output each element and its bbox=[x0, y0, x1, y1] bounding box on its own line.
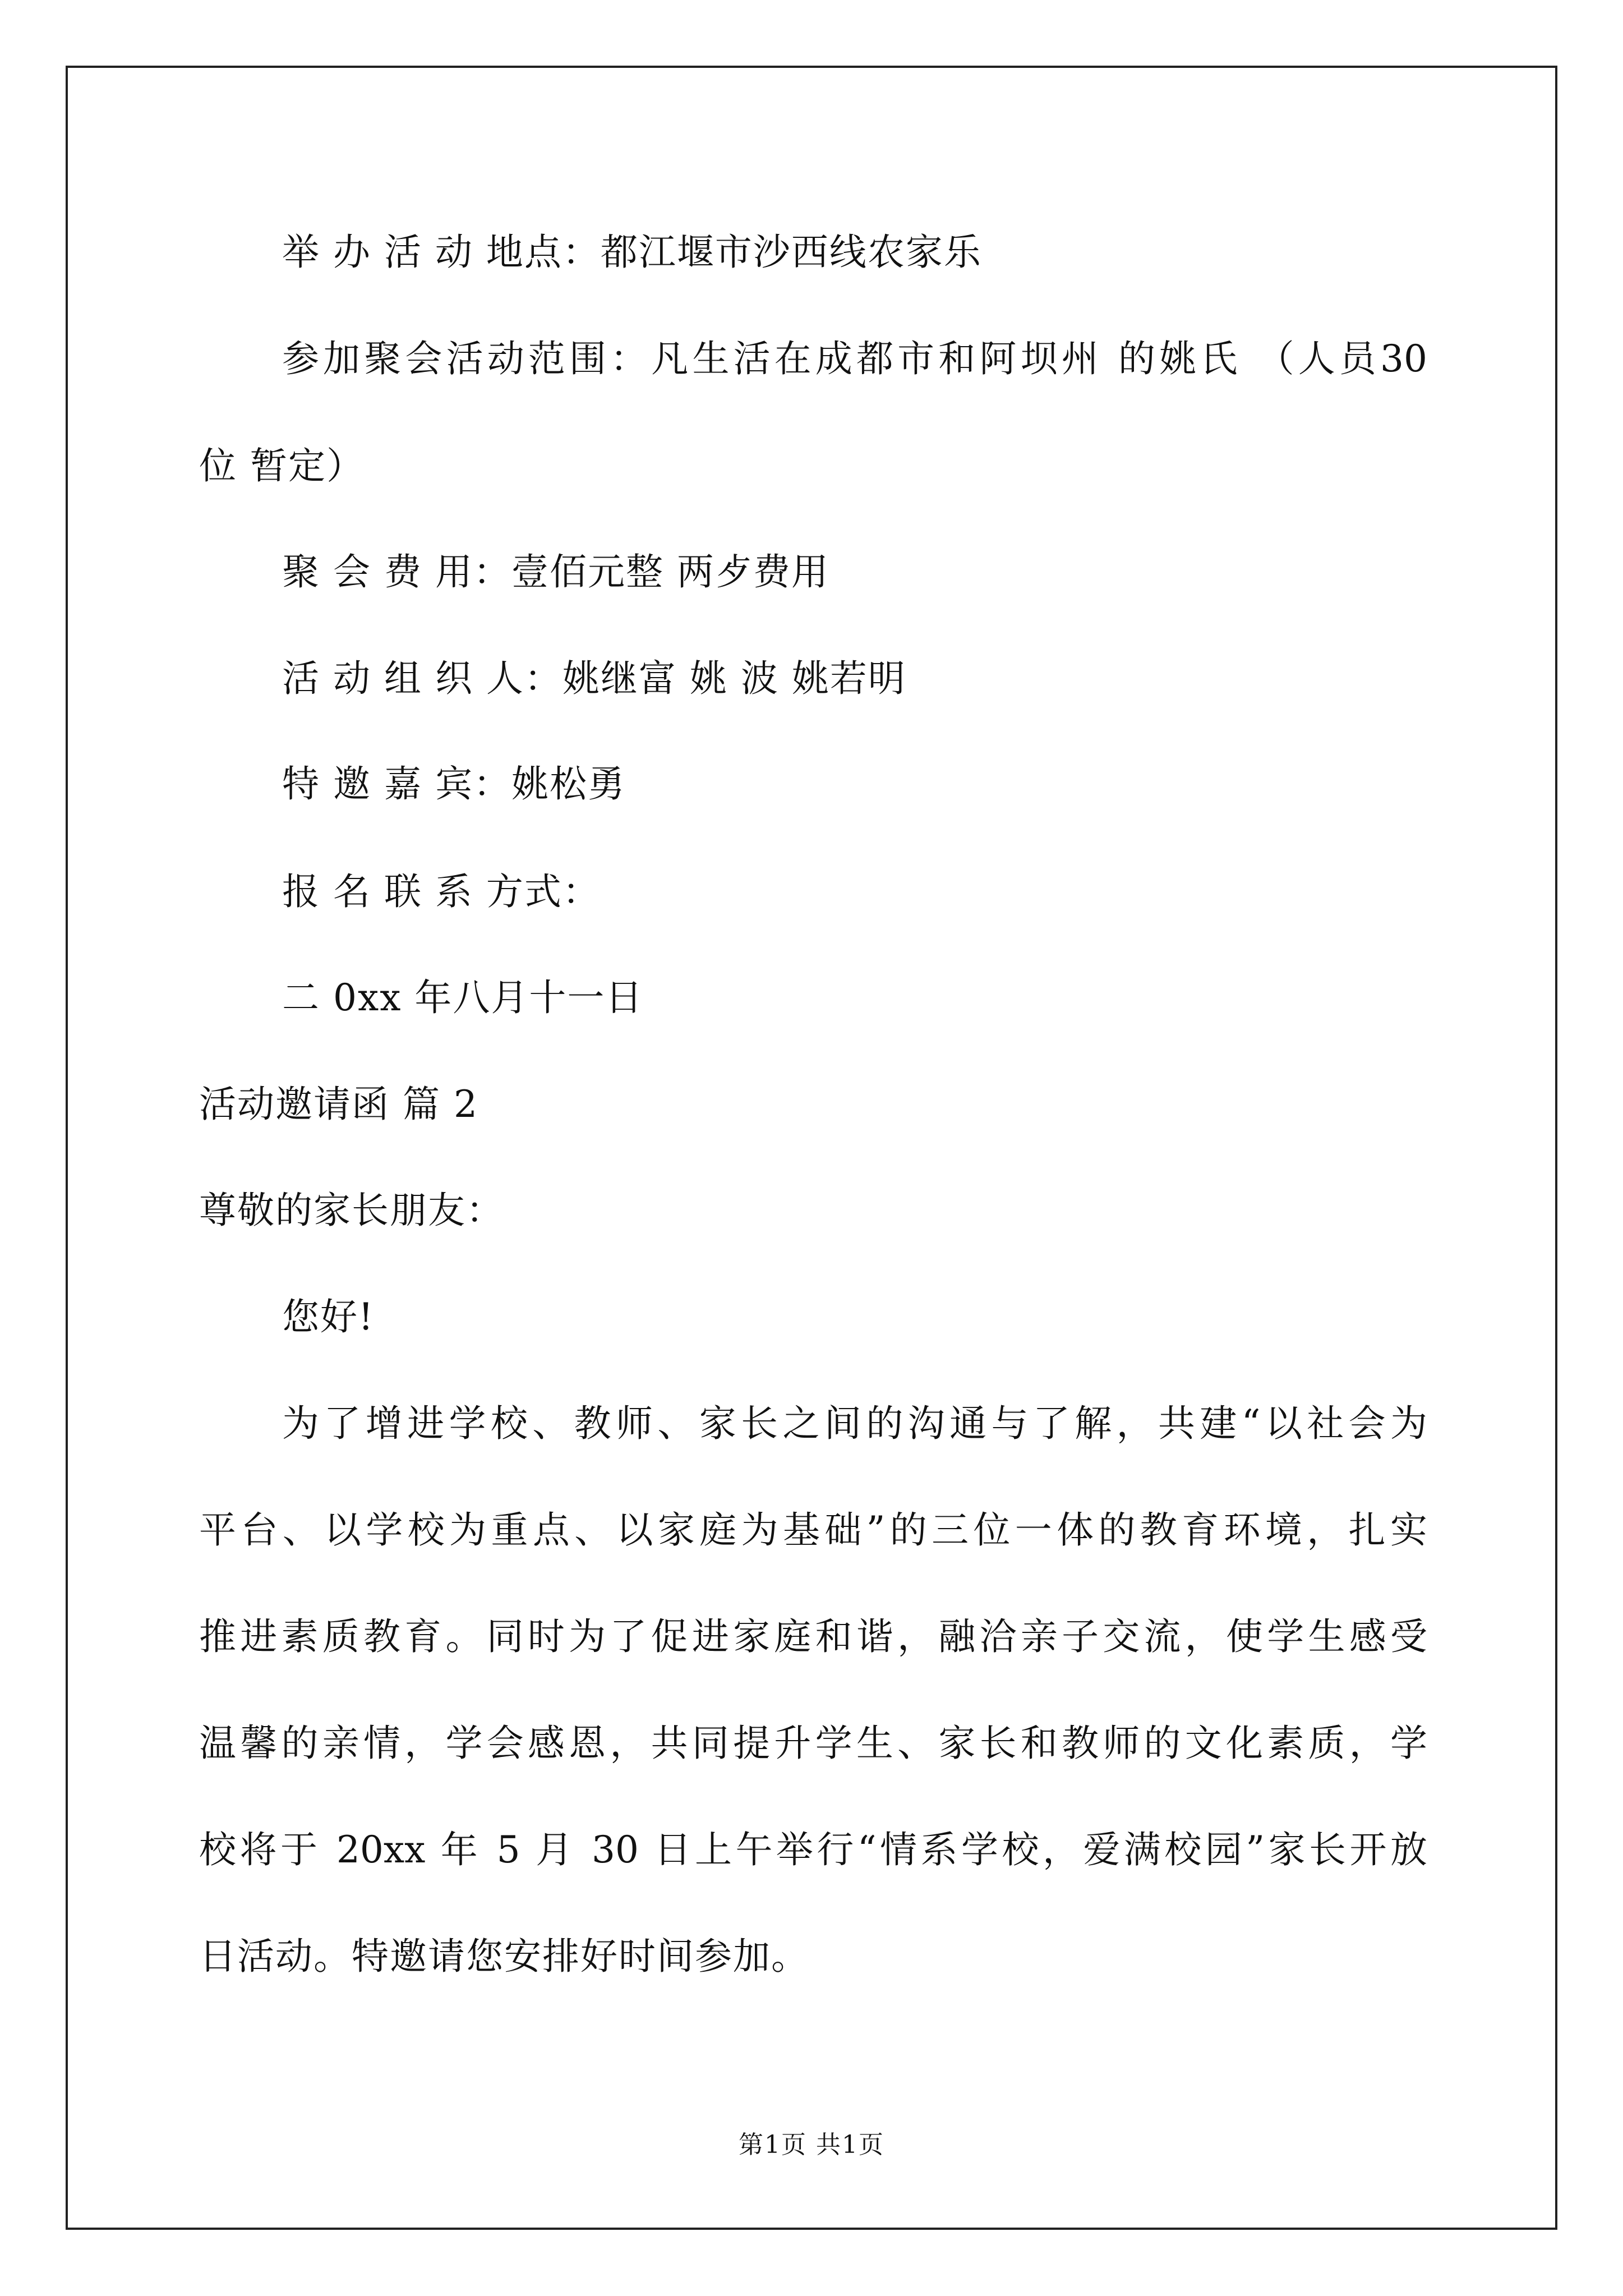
fee-line: 聚 会 费 用：壹佰元整 两歺费用 bbox=[282, 550, 829, 593]
page-border bbox=[66, 66, 1557, 2230]
organizer-line: 活 动 组 织 人：姚继富 姚 波 姚若明 bbox=[282, 657, 906, 700]
body-line-3: 推进素质教育。同时为了促进家庭和谐，融洽亲子交流，使学生感受 bbox=[199, 1615, 1427, 1658]
date-line: 二 0xx 年八月十一日 bbox=[282, 976, 644, 1019]
body-line-4: 温馨的亲情，学会感恩，共同提升学生、家长和教师的文化素质，学 bbox=[199, 1722, 1427, 1765]
page-footer: 第1页 共1页 bbox=[739, 2131, 884, 2159]
section-heading: 活动邀请函 篇 2 bbox=[199, 1083, 478, 1126]
body-line-1: 为了增进学校、教师、家长之间的沟通与了解，共建“以社会为 bbox=[282, 1402, 1427, 1445]
body-line-6: 日活动。特邀请您安排好时间参加。 bbox=[199, 1935, 809, 1978]
salutation: 尊敬的家长朋友： bbox=[199, 1189, 504, 1232]
scope-line-cont: 位 暂定） bbox=[199, 444, 365, 487]
greeting: 您好! bbox=[282, 1295, 375, 1338]
body-line-2: 平台、以学校为重点、以家庭为基础”的三位一体的教育环境，扎实 bbox=[199, 1508, 1427, 1552]
body-line-5: 校将于 20xx 年 5 月 30 日上午举行“情系学校，爱满校园”家长开放 bbox=[199, 1828, 1427, 1871]
contact-line: 报 名 联 系 方式： bbox=[282, 870, 601, 913]
guest-line: 特 邀 嘉 宾：姚松勇 bbox=[282, 762, 626, 806]
scope-line: 参加聚会活动范围：凡生活在成都市和阿坝州 的姚氏 （人员30 bbox=[282, 337, 1427, 380]
venue-line: 举 办 活 动 地点：都江堰市沙西线农家乐 bbox=[282, 231, 982, 274]
